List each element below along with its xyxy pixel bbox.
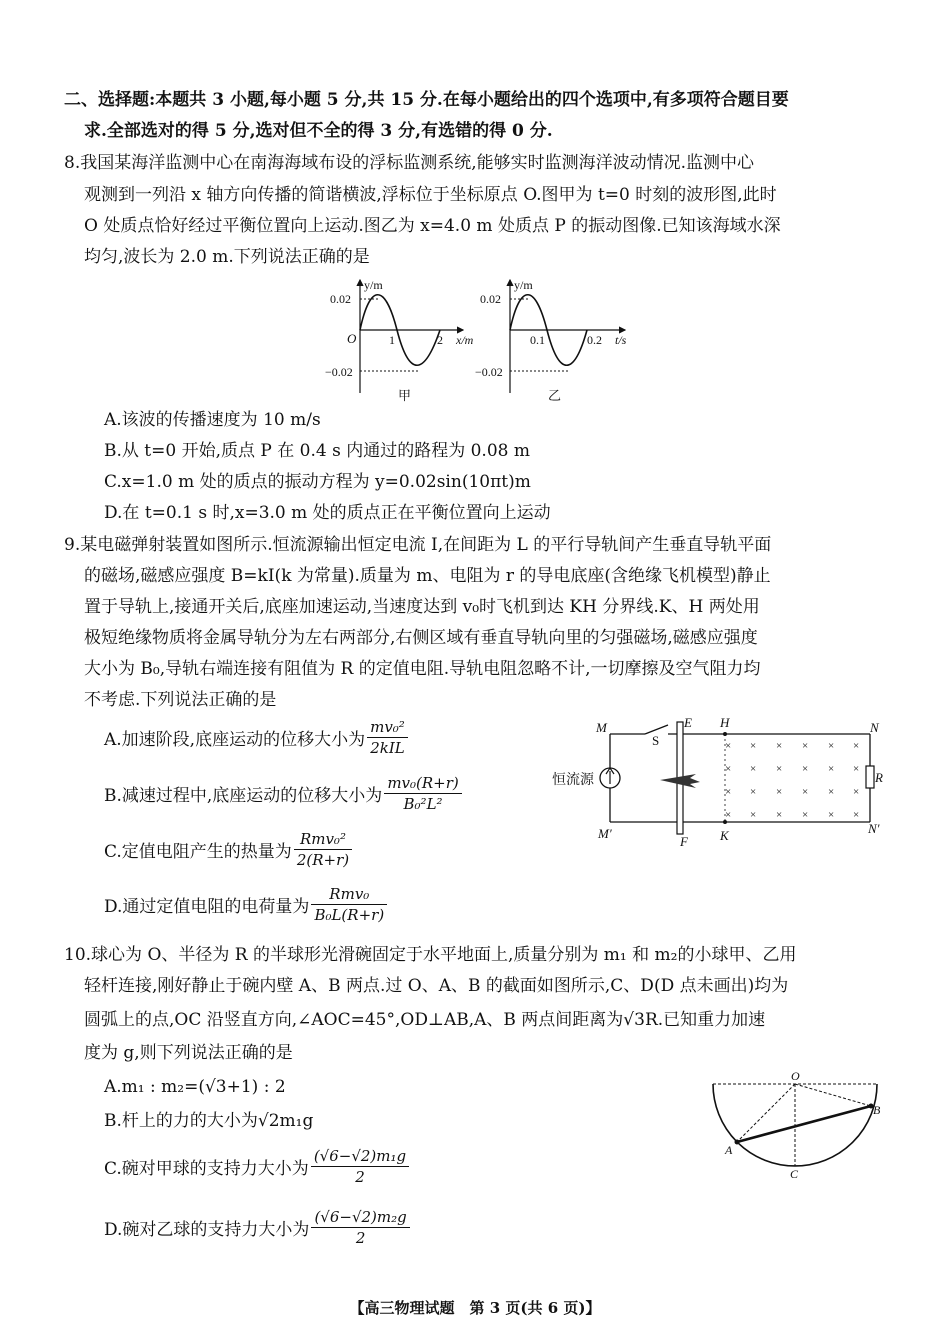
label-n: N [870,720,879,735]
label-r: R [875,770,883,785]
q8-option-c: C.x=1.0 m 处的质点的振动方程为 y=0.02sin(10πt)m [104,472,531,492]
q8-graph-yi [475,275,645,405]
svg-text:×: × [776,809,783,821]
svg-text:×: × [828,763,835,775]
section-header-line1: 二、选择题:本题共 3 小题,每小题 5 分,共 15 分.在每小题给出的四个选项中,有多项符合题目要 [64,90,789,110]
svg-text:×: × [776,763,783,775]
q9-stem-3: 置于导轨上,接通开关后,底座加速运动,当速度达到 v₀时飞机到达 KH 分界线.K、H 两处用 [84,597,760,617]
label-s: S [652,733,660,748]
q10-option-c: C.碗对甲球的支持力大小为 $\frac{\text{(√6−√2)m₁g}}{2}$ [104,1147,411,1186]
q10-stem-4: 度为 g,则下列说法正确的是 [84,1043,293,1063]
jia-tick-1: 1 [389,333,395,347]
q8-stem-4: 均匀,波长为 2.0 m.下列说法正确的是 [84,247,370,267]
svg-text:×: × [828,809,835,821]
yi-y-label: y/m [514,278,533,292]
q9-stem-4: 极短绝缘物质将金属导轨分为左右两部分,右侧区域有垂直导轨向里的匀强磁场,磁感应强度 [84,628,758,648]
q10-bowl-diagram [705,1068,885,1183]
yi-y-max: 0.02 [480,292,501,306]
svg-text:×: × [828,786,835,798]
q9-stem-6: 不考虑.下列说法正确的是 [84,690,277,710]
q8-option-b: B.从 t=0 开始,质点 P 在 0.4 s 内通过的路程为 0.08 m [104,441,530,461]
resistor-r [866,766,874,788]
jia-y-max: 0.02 [330,292,351,306]
label-m: M [596,720,607,735]
jia-tick-2: 2 [437,333,443,347]
label-h: H [720,715,730,730]
q10-option-a: A.m₁ : m₂=(√3+1) : 2 [104,1077,286,1097]
label-n-prime: N′ [868,821,880,836]
q9-stem-1: 9.某电磁弹射装置如图所示.恒流源输出恒定电流 I,在间距为 L 的平行导轨间产生垂直导轨平面 [64,535,772,555]
svg-text:×: × [802,740,809,752]
label-o: O [791,1069,800,1083]
q9-option-b: B.减速过程中,底座运动的位移大小为 $\frac{\text{mv₀(R+r)}}{\text{B₀²L²}}$ [104,774,464,813]
section-header-line2: 求.全部选对的得 5 分,选对但不全的得 3 分,有选错的得 0 分. [84,121,553,141]
jia-y-min: −0.02 [325,365,353,379]
q8-graph-jia [325,275,485,405]
label-m-prime: M′ [598,826,612,841]
jia-x-label: x/m [456,333,474,347]
svg-text:×: × [776,786,783,798]
svg-text:×: × [725,740,732,752]
q10-stem-2: 轻杆连接,刚好静止于碗内壁 A、B 两点.过 O、A、B 的截面如图所示,C、D(D 点未画出)均为 [84,976,789,996]
yi-x-label: t/s [615,333,627,347]
q10-option-d: D.碗对乙球的支持力大小为 $\frac{\text{(√6−√2)m₂g}}{2}$ [104,1208,412,1247]
svg-text:×: × [776,740,783,752]
q10-stem-1: 10.球心为 O、半径为 R 的半球形光滑碗固定于水平地面上,质量分别为 m₁ 和 m₂的小球甲、乙用 [64,945,797,965]
svg-text:×: × [750,786,757,798]
svg-text:×: × [853,786,860,798]
q9-circuit-diagram [550,712,890,852]
label-k: K [720,828,729,843]
yi-y-min: −0.02 [475,365,503,379]
label-current-source: 恒流源 [552,773,594,788]
svg-text:×: × [725,786,732,798]
q9-option-d: D.通过定值电阻的电荷量为 $\frac{\text{Rmv₀}}{\text{B₀L(R+r)}}$ [104,885,389,924]
label-e: E [684,715,692,730]
jia-y-label: y/m [364,278,383,292]
q10-option-b: B.杆上的力的大小为√2m₁g [104,1111,314,1131]
svg-text:×: × [802,786,809,798]
yi-caption: 乙 [548,388,562,403]
q10-stem-3: 圆弧上的点,OC 沿竖直方向,∠AOC=45°,OD⊥AB,A、B 两点间距离为√3R.已知重力加速 [84,1010,766,1030]
yi-tick-1: 0.1 [530,333,545,347]
q8-option-a: A.该波的传播速度为 10 m/s [104,410,321,430]
q9-option-c: C.定值电阻产生的热量为 $\frac{\text{Rmv₀²}}{2(R+r)}$ [104,830,354,869]
ball-jia [735,1140,740,1145]
svg-text:×: × [853,809,860,821]
label-f: F [680,834,688,849]
q9-stem-2: 的磁场,磁感应强度 B=kI(k 为常量).质量为 m、电阻为 r 的导电底座(含绝缘飞机模型)静止 [84,566,771,586]
label-a: A [725,1143,733,1157]
q8-stem-2: 观测到一列沿 x 轴方向传播的简谐横波,浮标位于坐标原点 O.图甲为 t=0 时刻的波形图,此时 [84,185,777,205]
label-b: B [873,1103,881,1117]
q9-stem-5: 大小为 B₀,导轨右端连接有阻值为 R 的定值电阻.导轨电阻忽略不计,一切摩擦及空气阻力均 [84,659,761,679]
label-c: C [790,1167,799,1181]
svg-text:×: × [750,763,757,775]
svg-text:×: × [802,763,809,775]
svg-text:×: × [725,809,732,821]
svg-text:×: × [853,763,860,775]
svg-text:×: × [725,763,732,775]
light-rod [737,1106,871,1142]
svg-text:×: × [853,740,860,752]
page-footer: 【高三物理试题 第 3 页(共 6 页)】 [349,1299,601,1317]
svg-text:×: × [750,740,757,752]
q8-stem-1: 8.我国某海洋监测中心在南海海域布设的浮标监测系统,能够实时监测海洋波动情况.监测中心 [64,153,755,173]
jia-caption: 甲 [398,388,412,403]
svg-text:×: × [750,809,757,821]
q9-option-a: A.加速阶段,底座运动的位移大小为 $\frac{\text{mv₀²}}{\text{2kIL}}$ [104,718,410,757]
jia-origin: O [347,331,357,346]
magnetic-field-marks [725,740,859,821]
svg-text:×: × [802,809,809,821]
q8-option-d: D.在 t=0.1 s 时,x=3.0 m 处的质点正在平衡位置向上运动 [104,503,551,523]
yi-tick-2: 0.2 [587,333,602,347]
q8-stem-3: O 处质点恰好经过平衡位置向上运动.图乙为 x=4.0 m 处质点 P 的振动图像.已知该海域水深 [84,216,781,236]
svg-text:×: × [828,740,835,752]
